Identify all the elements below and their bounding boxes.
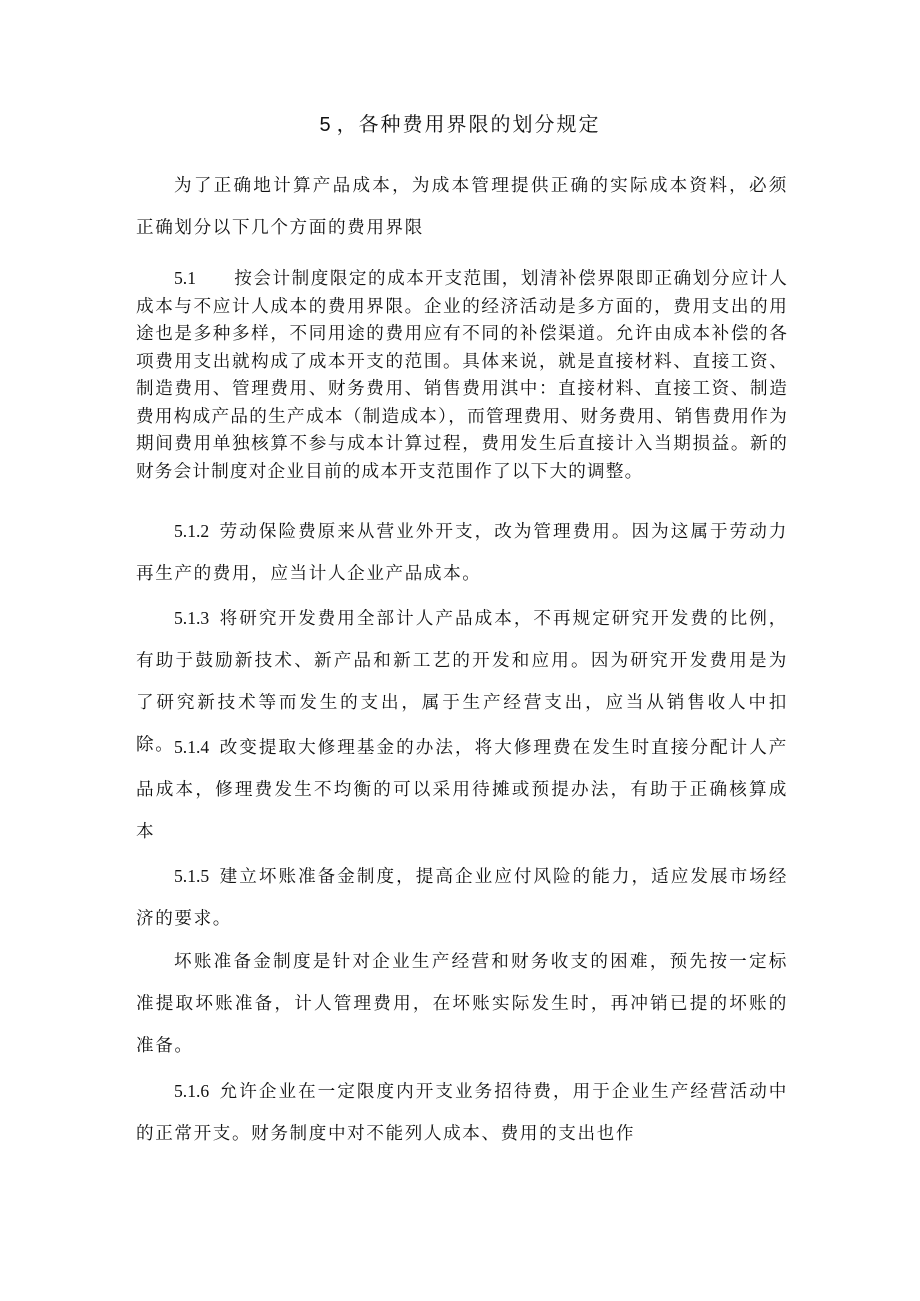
title-number: 5 <box>319 114 333 136</box>
intro-paragraph <box>136 165 788 249</box>
section-number: 5.1.4 <box>174 737 210 757</box>
section-5-1-4-paragraph <box>136 726 788 853</box>
section-number: 5.1.3 <box>174 608 210 628</box>
section-number: 5.1 <box>174 268 196 288</box>
title-text: ，各种费用界限的划分规定 <box>336 112 601 136</box>
section-number: 5.1.2 <box>174 521 210 541</box>
section-text: 按会计制度限定的成本开支范围，划清补偿界限即正确划分应计人成本与不应计人成本的费用界限。企业的经济活动是多方面的，费用支出的用途也是多种多样，不同用途的费用应有不同的补偿渠道。允许由成本补偿的各项费用支出就构成了成本开支的范围。具体来说，就是直接材料、直接工资、制造费用、管理费用、财务费用、销售费用淇中：直接材料、直接工资、制造费用构成产品的生产成本（制造成本），而管理费用、财务费用、销售费用作为期间费用单独核算不参与成本计算过程，费用发生后直接计入当期损益。新的财务会计制度对企业目前的成本开支范围作了以下大的调整。 <box>136 269 788 482</box>
bad-debt-paragraph <box>136 941 788 1067</box>
section-5-1-paragraph <box>136 265 788 486</box>
section-number: 5.1.6 <box>174 1081 210 1101</box>
section-5-1-5-paragraph <box>136 855 788 940</box>
section-text: 劳动保险费原来从营业外开支，改为管理费用。因为这属于劳动力再生产的费用，应当计人企业产品成本。 <box>136 522 788 584</box>
intro-text: 为了正确地计算产品成本，为成本管理提供正确的实际成本资料，必须正确划分以下几个方面的费用界限 <box>136 176 788 238</box>
section-5-1-6-paragraph <box>136 1070 788 1155</box>
page-title <box>0 108 920 137</box>
section-5-1-2-paragraph <box>136 510 788 595</box>
section-text: 改变提取大修理基金的办法，将大修理费在发生时直接分配计人产品成本，修理费发生不均衡的可以采用待摊或预提办法，有助于正确核算成本 <box>136 738 788 842</box>
section-number: 5.1.5 <box>174 866 210 886</box>
section-text: 坏账准备金制度是针对企业生产经营和财务收支的困难，预先按一定标准提取坏账准备，计人管理费用，在坏账实际发生时，再冲销已提的坏账的准备。 <box>136 952 788 1056</box>
section-text: 允许企业在一定限度内开支业务招待费，用于企业生产经营活动中的正常开支。财务制度中对不能列人成本、费用的支出也作 <box>136 1082 788 1144</box>
section-text: 将研究开发费用全部计人产品成本，不再规定研究开发费的比例，有助于鼓励新技术、新产品和新工艺的开发和应用。因为研究开发费用是为了研究新技术等而发生的支出，属于生产经营支出，应当从销售收人中扣除。 <box>136 609 788 755</box>
section-text: 建立坏账准备金制度，提高企业应付风险的能力，适应发展市场经济的要求。 <box>136 867 788 929</box>
